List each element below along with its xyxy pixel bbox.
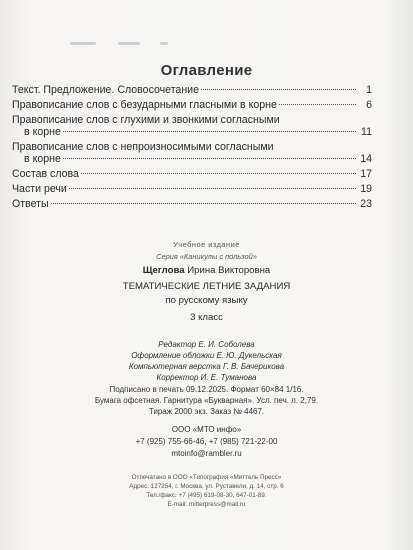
printer-line: Тел./факс: +7 (495) 619-08-30, 647-01-89. [146,492,267,499]
toc-entry-label: Состав слова [12,168,79,180]
toc-dot-leader [63,131,356,132]
edition-type: Учебное издание [173,240,240,249]
toc-entry-page: 14 [360,153,372,165]
publisher-name: ООО «МТО инфо» [171,425,242,434]
print-info-line: Тираж 2000 экз. Заказ № 4467. [148,407,265,416]
toc-entry-page: 6 [366,99,372,111]
author [0,265,413,276]
credit-editor: Редактор Е. И. Соболева [158,340,255,349]
credit-cover: Оформление обложки Е. Ю. Дукельская [131,351,282,360]
toc-entry-label: Части речи [12,183,67,195]
toc-entry-page: 1 [366,84,372,96]
toc-entry [12,141,372,165]
top-smudge [70,42,96,45]
author-surname: Щеглова [142,265,185,276]
toc-entry [12,84,372,96]
toc-entry [12,99,372,111]
toc-dot-leader [279,104,356,105]
series-name: Серия «Каникулы с пользой» [156,252,257,261]
top-smudge [160,42,168,45]
book-subtitle: по русскому языку [165,295,248,306]
printer-line: Отпечатано в ООО «Типография «Миттель Пресс» [131,474,282,481]
publisher-phone: +7 (925) 755-66-46, +7 (985) 721-22-00 [135,437,278,446]
toc-entry-page: 19 [360,183,372,195]
grade: 3 класс [190,312,223,323]
table-of-contents [12,84,372,210]
print-info-line: Подписано в печать 09.12.2025. Формат 60×84 1/16. [109,385,304,394]
toc-dot-leader [81,173,356,174]
author-given-name: Ирина Викторовна [187,265,271,276]
toc-entry-label: Ответы [12,198,49,210]
toc-entry-label-continued: в корне [24,126,61,138]
toc-entry-page: 11 [361,126,372,138]
print-info-line: Бумага офсетная. Гарнитура «Букварная». Усл. печ. л. 2,79. [94,396,319,405]
toc-dot-leader [63,158,356,159]
toc-title: Оглавление [160,62,253,79]
printer-line: Адрес: 127254, г. Москва, ул. Руставели, д. 14, стр. 6 [129,483,284,490]
toc-entry-label: Правописание слов с непроизносимыми согласными [12,141,274,153]
toc-entry-label-continued: в корне [24,153,61,165]
publisher-email: mtoinfo@rambler.ru [171,449,242,458]
toc-entry [12,114,372,138]
toc-entry-page: 17 [360,168,372,180]
toc-entry [12,198,372,210]
toc-entry [12,168,372,180]
toc-dot-leader [69,188,356,189]
top-smudge [118,42,140,45]
book-title: ТЕМАТИЧЕСКИЕ ЛЕТНИЕ ЗАДАНИЯ [122,281,291,292]
printer-line: E-mail: mitterpress@mail.ru [167,501,246,508]
toc-entry-label: Правописание слов с безударными гласными в корне [12,99,277,111]
toc-entry-page: 23 [360,198,372,210]
credit-proofreader: Корректор И. Е. Туманова [156,373,257,382]
toc-dot-leader [201,89,356,90]
toc-entry [12,183,372,195]
toc-entry-label: Правописание слов с глухими и звонкими согласными [12,114,280,126]
toc-entry-label: Текст. Предложение. Словосочетание [12,84,199,96]
credit-layout: Компьютерная верстка Г. В. Бачерикова [128,362,285,371]
toc-dot-leader [51,203,356,204]
